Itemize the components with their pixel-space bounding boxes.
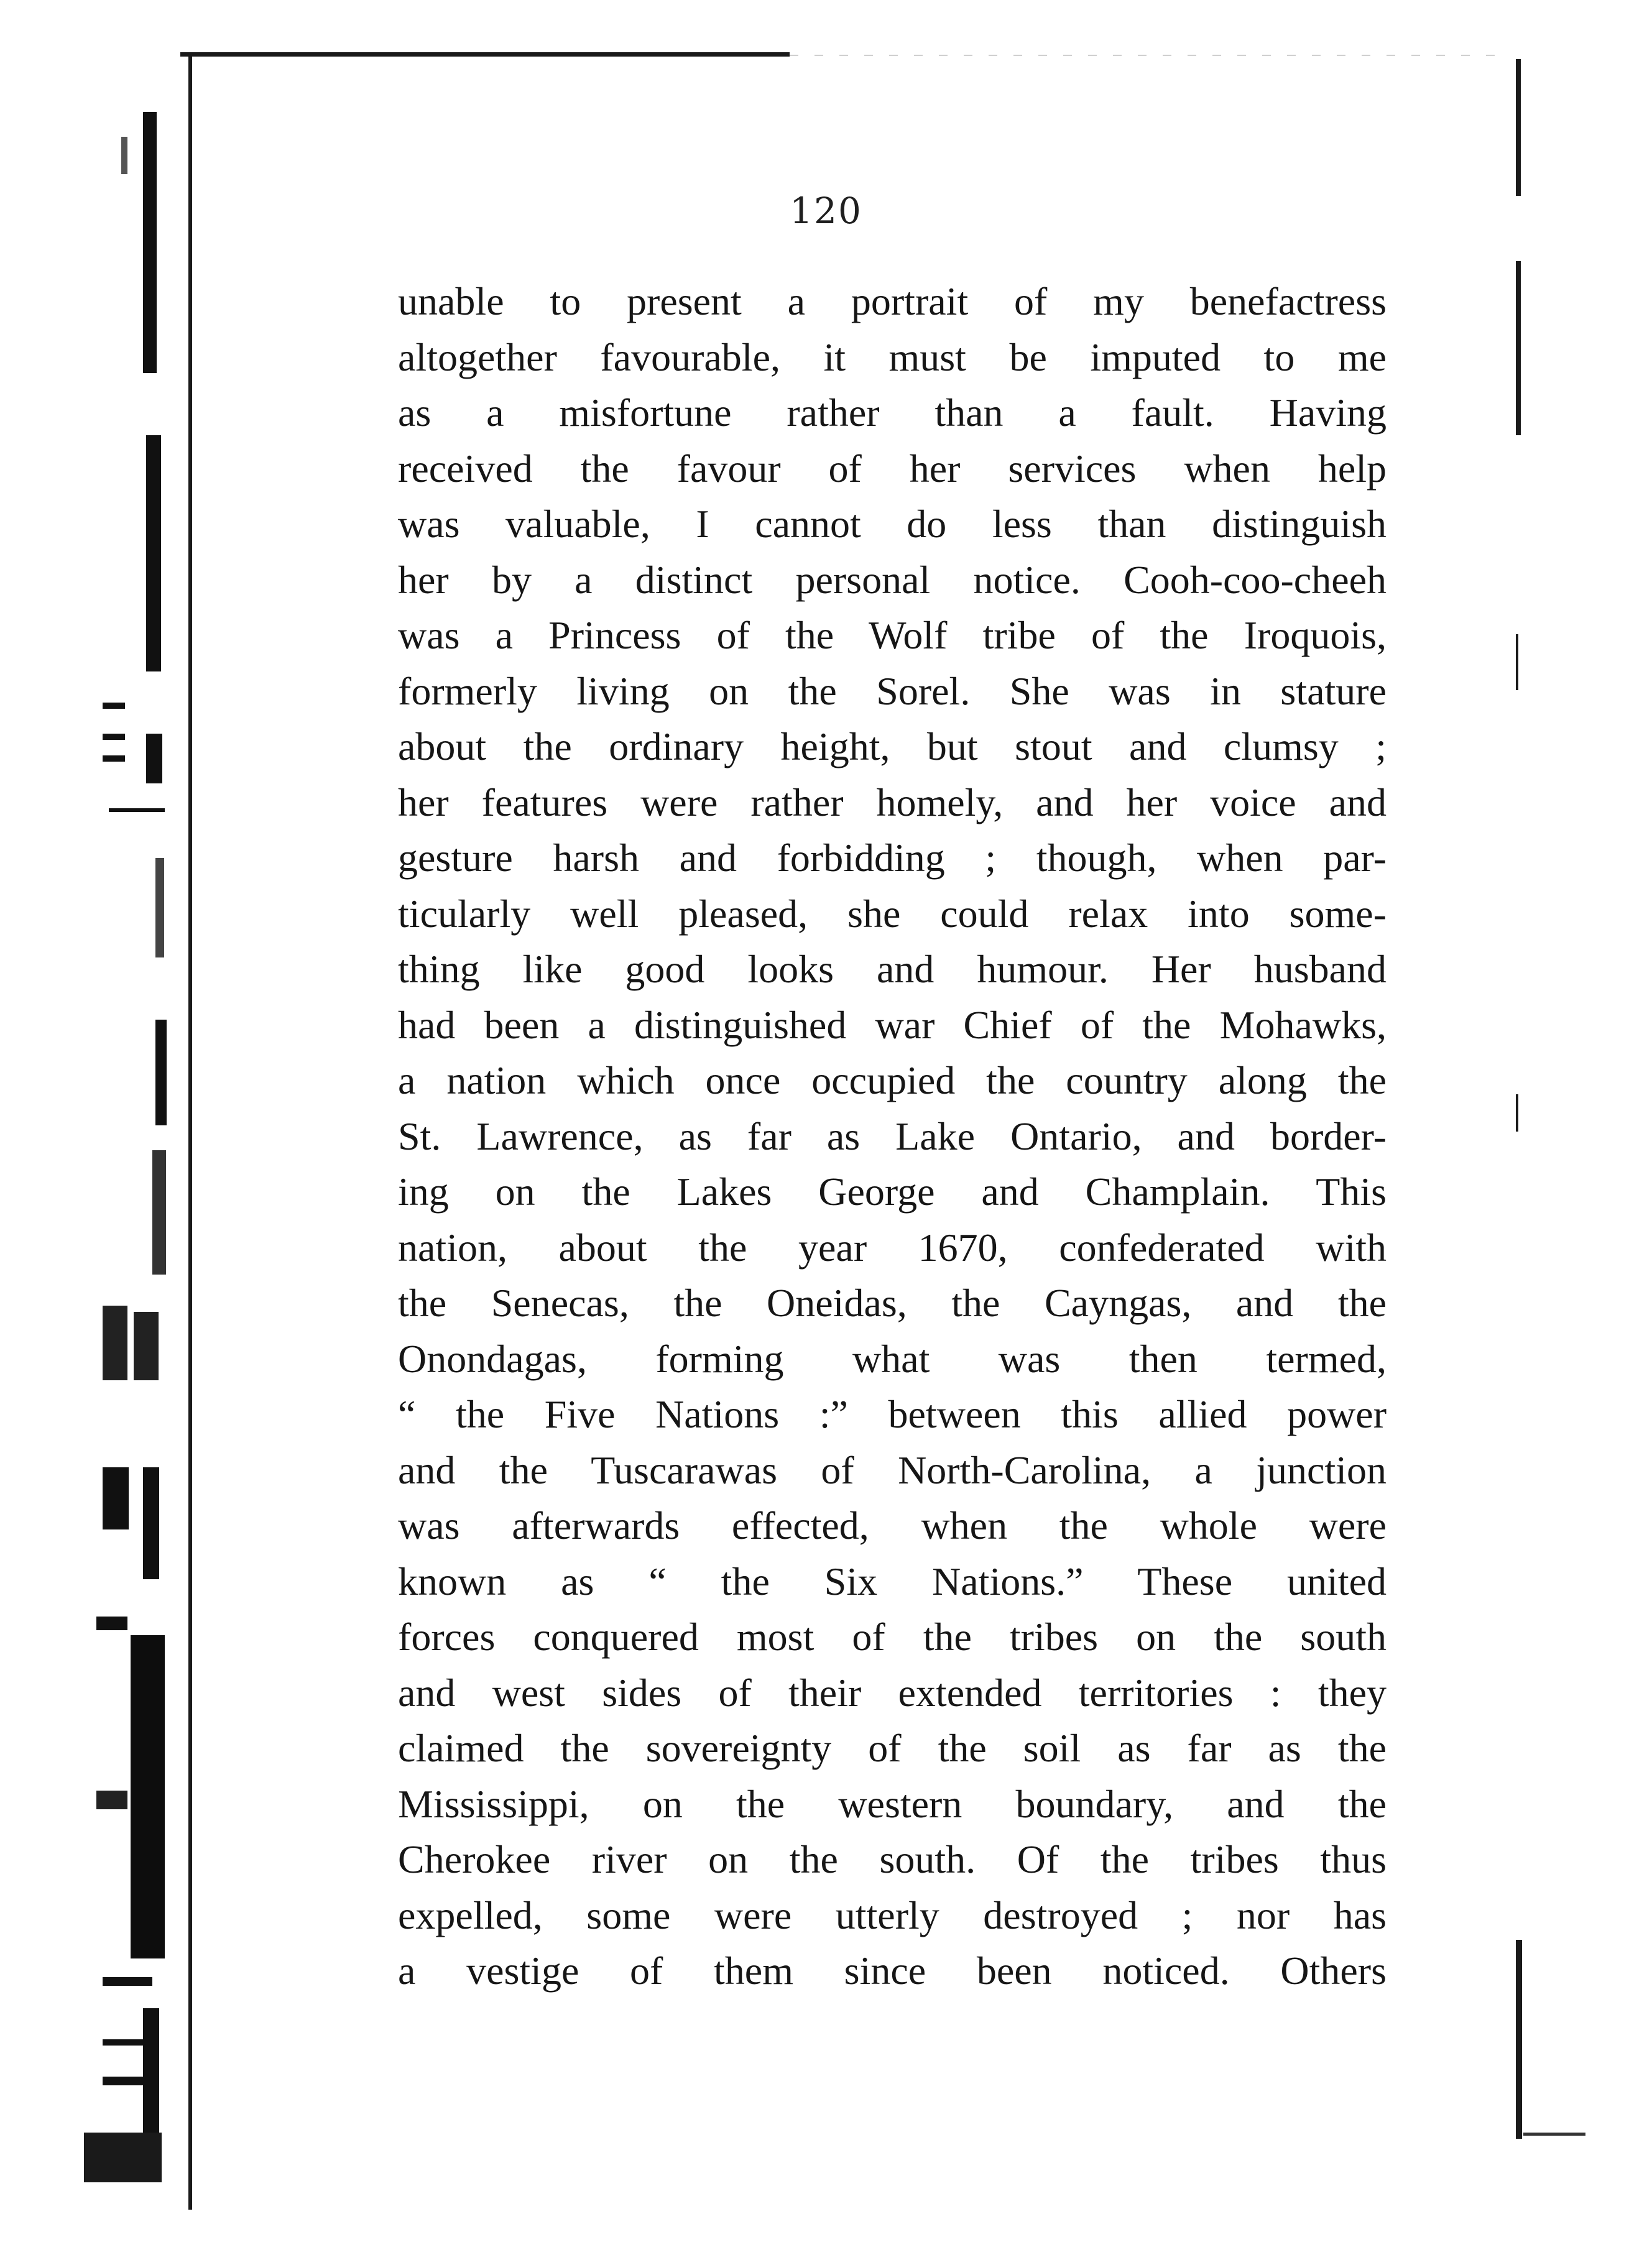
text-line: Onondagas, forming what was then termed, [398,1336,1387,1381]
top-border-line [180,52,790,57]
text-line: received the favour of her services when help [398,446,1387,491]
text-line: thing like good looks and humour. Her husband [398,947,1387,991]
right-edge-line [1516,1094,1518,1132]
text-line: her features were rather homely, and her voice and [398,780,1387,824]
text-line: ing on the Lakes George and Champlain. This [398,1169,1387,1214]
text-line: was a Princess of the Wolf tribe of the Iroquois, [398,613,1387,657]
text-line: ticularly well pleased, she could relax into some- [398,891,1387,936]
top-border-faint-line [790,55,1505,56]
right-edge-line [1516,261,1521,435]
right-edge-line [1516,634,1518,690]
text-line: altogether favourable, it must be imputed to me [398,334,1387,379]
text-line: was valuable, I cannot do less than distinguish [398,502,1387,546]
right-edge-line [1516,59,1521,196]
left-border-line [188,52,192,2210]
page-number: 120 [790,190,862,232]
text-line: a vestige of them since been noticed. Others [398,1949,1387,1993]
text-line: St. Lawrence, as far as Lake Ontario, and border- [398,1114,1387,1158]
text-line: formerly living on the Sorel. She was in stature [398,668,1387,713]
text-line: and west sides of their extended territories : they [398,1670,1387,1715]
text-line: a nation which once occupied the country along the [398,1058,1387,1102]
text-line: known as “ the Six Nations.” These united [398,1559,1387,1603]
right-edge-line [1516,1940,1522,2139]
text-line: claimed the sovereignty of the soil as far as the [398,1726,1387,1770]
text-line: Mississippi, on the western boundary, and the [398,1781,1387,1826]
text-line: as a misfortune rather than a fault. Having [398,390,1387,435]
text-line: about the ordinary height, but stout and clumsy ; [398,724,1387,768]
text-line: her by a distinct personal notice. Cooh-coo-cheeh [398,557,1387,602]
text-line: nation, about the year 1670, confederated with [398,1225,1387,1270]
text-line: was afterwards effected, when the whole were [398,1503,1387,1548]
text-line: “ the Five Nations :” between this allied power [398,1392,1387,1436]
book-binding-artifact [84,112,171,2182]
text-line: unable to present a portrait of my benefactress [398,279,1387,323]
text-line: forces conquered most of the tribes on the south [398,1615,1387,1659]
bottom-corner-mark [1523,2133,1585,2136]
text-line: expelled, some were utterly destroyed ; nor has [398,1893,1387,1937]
text-line: the Senecas, the Oneidas, the Cayngas, and the [398,1281,1387,1325]
text-line: gesture harsh and forbidding ; though, when par- [398,836,1387,880]
text-line: and the Tuscarawas of North-Carolina, a junction [398,1447,1387,1492]
text-line: Cherokee river on the south. Of the tribes thus [398,1837,1387,1881]
text-line: had been a distinguished war Chief of the Mohawks, [398,1002,1387,1047]
body-text [398,274,1387,1999]
